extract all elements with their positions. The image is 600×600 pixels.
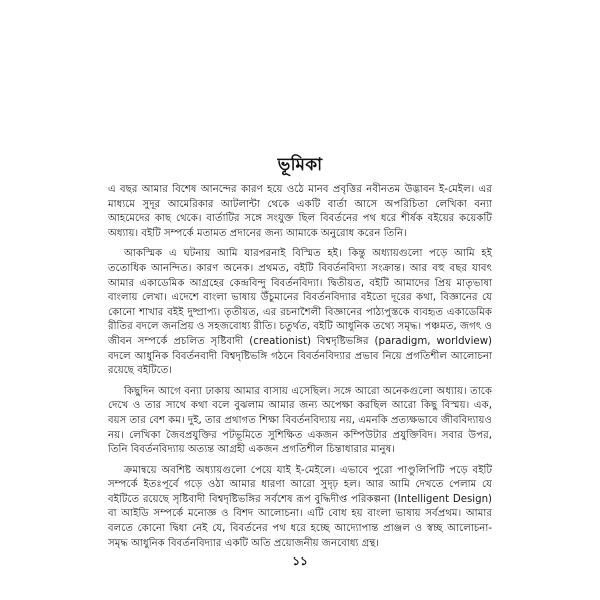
paragraph-1: এ বছর আমার বিশেষ আনন্দের কারণ হয়ে ওঠে মানব প্রবৃত্তির নবীনতম উদ্ভাবন ই-মেইল। এর মাধ্যমে সুদূর আমেরিকার আটলান্টা থেকে একটি বার্তা আসে অপরিচিতা লেখিকা বন্যা আহমেদের কাছ থেকে। বার্তাটির সঙ্গে সংযুক্ত ছিল বিবর্তনের পথ ধরে শীর্ষক বইয়ের কয়েকটি অধ্যায়। বইটি সম্পর্কে মতামত প্রদানের জন্য আমাকে অনুরোধ করেন তিনি। xyxy=(108,184,492,239)
paragraph-4: ক্রমান্বয়ে অবশিষ্ট অধ্যায়গুলো পেয়ে যাই ই-মেইলে। এভাবে পুরো পাণ্ডুলিপিটি পড়ে বইটি সম্পর্কে ইতঃপূর্বে গড়ে ওঠা আমার ধারণা আরো সুদৃঢ় হল। আর আমি দেখতে পেলাম যে বইটিতে রয়েছে সৃষ্টিবাদী বিশ্বদৃষ্টিভঙ্গির সর্বশেষ রূপ বুদ্ধিদীপ্ত পরিকল্পনা (Intelligent Design) বা আইডি সম্পর্কে মনোজ্ঞ ও বিশদ আলোচনা। এটি বোধ হয় বাংলা ভাষায় সর্বপ্রথম। আমার বলতে কোনো দ্বিধা নেই যে, বিবর্তনের পথ ধরে হচ্ছে আদ্যোপান্ত প্রাঞ্জল ও স্বচ্ছ আলোচনা-সমৃদ্ধ আধুনিক বিবর্তনবিদ্যার একটি অতি প্রয়োজনীয় জনবোধ্য গ্রন্থ। xyxy=(108,464,492,549)
page-number: ১১ xyxy=(292,554,308,568)
paragraph-2: আকস্মিক এ ঘটনায় আমি যারপরনাই বিস্মিত হই। কিন্তু অধ্যায়গুলো পড়ে আমি হই ততোধিক আনন্দিত। কারণ অনেক। প্রথমত, বইটি বিবর্তনবিদ্যা সংক্রান্ত। আর বহু বছর যাবৎ আমার একাডেমিক আগ্রহের কেন্দ্রবিন্দু বিবর্তনবিদ্যা। দ্বিতীয়ত, বইটি আমাদের প্রিয় মাতৃভাষা বাংলায় লেখা। এদেশে বাংলা ভাষায় উঁচুমানের বিবর্তনবিদ্যার বইতো দূরের কথা, বিজ্ঞানের যে কোনো শাখার বইই দুষ্প্রাপ্য। তৃতীয়ত, এর রচনাশৈলী বিজ্ঞানের পাঠ্যপুস্তকে ব্যবহৃত একাডেমিক রীতির বদলে জনপ্রিয় ও সহজবোধ্য রীতি। চতুর্থত, বইটি আধুনিক তথ্যে সমৃদ্ধ। পঞ্চমত, জগৎ ও জীবন সম্পর্কে প্রচলিত সৃষ্টিবাদী (creationist) বিশ্বদৃষ্টিভঙ্গির (paradigm, worldview) বদলে আধুনিক বিবর্তনবাদী বিশ্বদৃষ্টিভঙ্গি গঠনে বিবর্তনবিদ্যার প্রভাব নিয়ে প্রগতিশীল আলোচনা রয়েছে বইটিতে। xyxy=(108,248,492,377)
paragraph-3: কিছুদিন আগে বন্যা ঢাকায় আমার বাসায় এসেছিল। সঙ্গে আরো অনেকগুলো অধ্যায়। তাকে দেখে ও তার সাথে কথা বলে বুঝলাম আমার জন্য অপেক্ষা করছিল আরো কিছু বিস্ময়। এক, বয়স তার বেশ কম। দুই, তার প্রথাগত শিক্ষা বিবর্তনবিদ্যায় নয়, এমনকি প্রত্যক্ষভাবে জীববিদ্যায়ও নয়। লেখিকা জৈবপ্রযুক্তির পটভূমিতে সুশিক্ষিত একজন কম্পিউটার প্রযুক্তিবিদ। সবার উপর, তিনি বিবর্তনবিদ্যায় অত্যন্ত আগ্রহী একজন প্রগতিশীল চিন্তাধারার মানুষ। xyxy=(108,385,492,456)
page-title: ভূমিকা xyxy=(277,155,323,175)
preface-body xyxy=(108,183,492,557)
